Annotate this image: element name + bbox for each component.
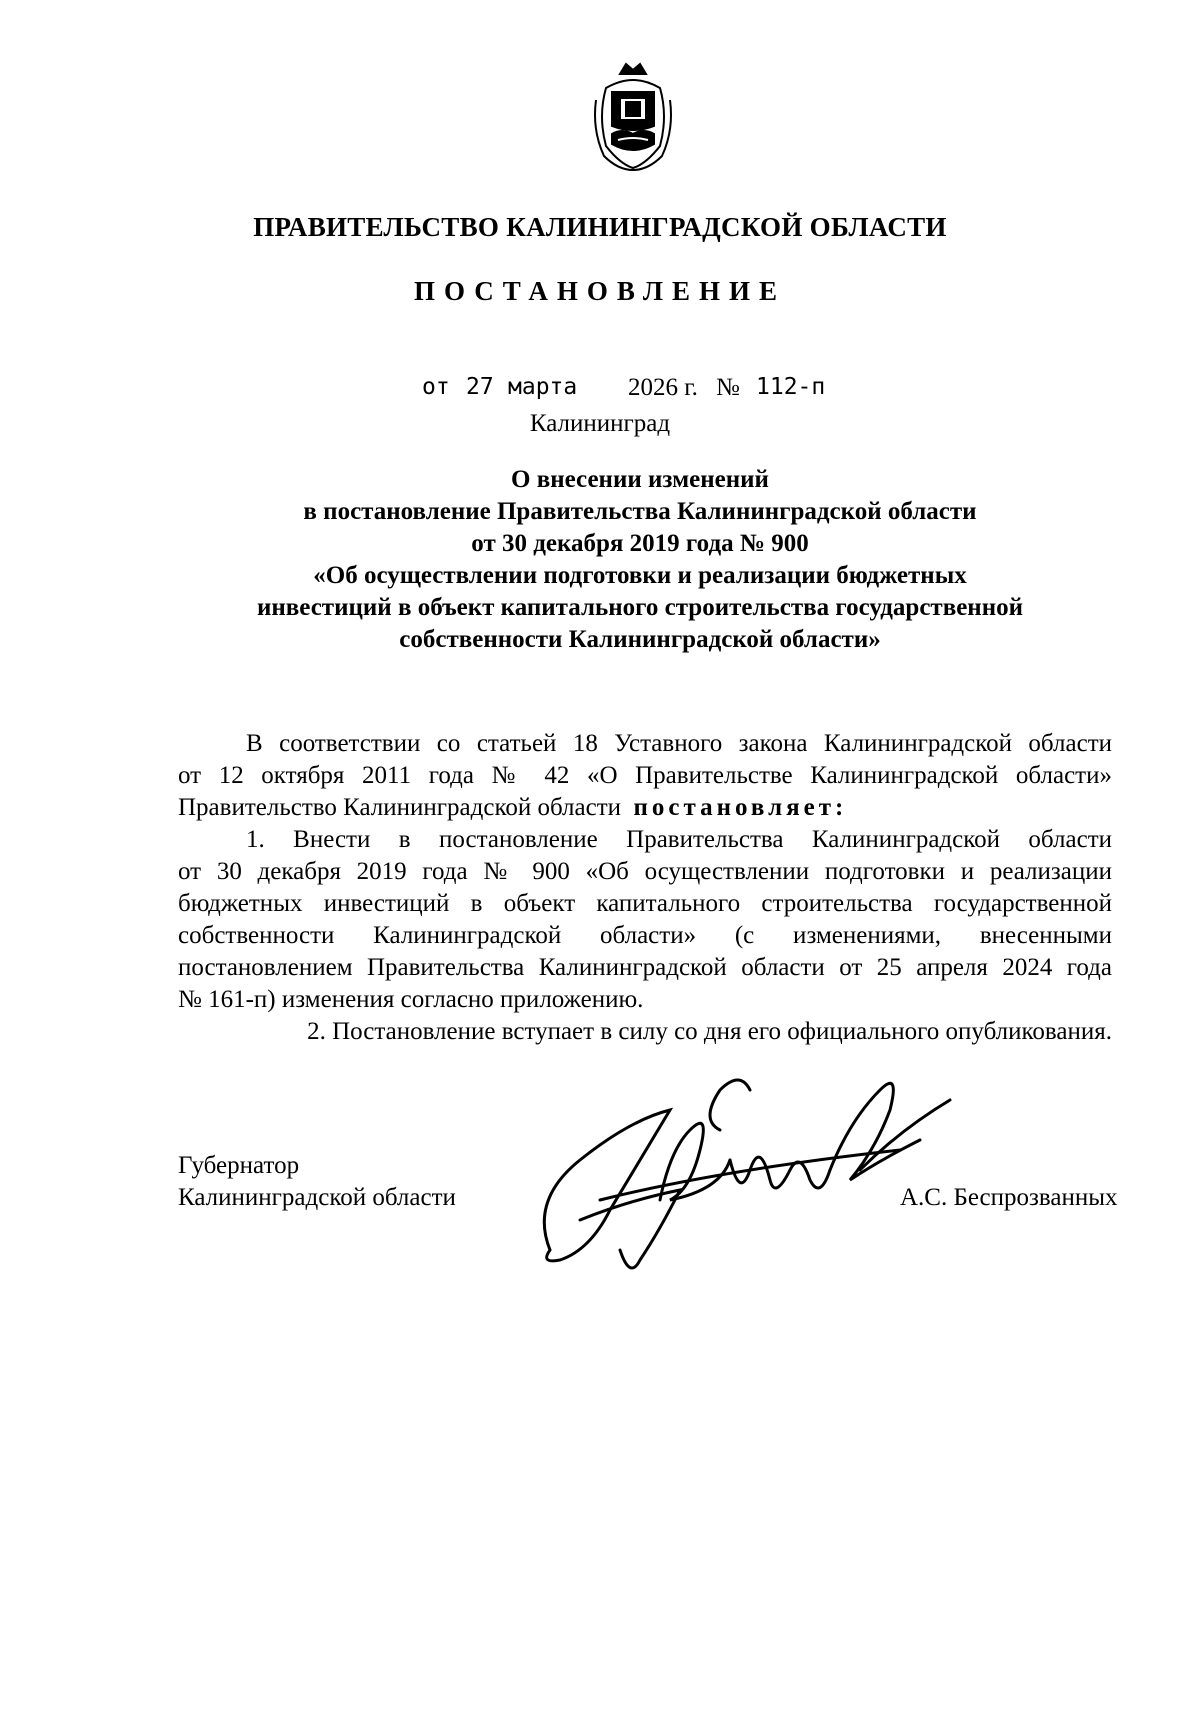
preamble-subject: Правительство Калининградской области: [178, 794, 622, 821]
item-2-line: 2. Постановление вступает в силу со дня его официального опубликования.: [307, 1018, 1112, 1045]
document-city: Калининград: [529, 410, 671, 437]
item-1-line: постановлением Правительства Калининградской области от 25 апреля 2024 года: [178, 954, 1112, 981]
document-type: ПОСТАНОВЛЕНИЕ: [413, 276, 787, 306]
date-prefix: от: [422, 374, 450, 400]
document-body: [178, 728, 1112, 1048]
preamble-line: В соответствии со статьей 18 Уставного закона Калининградской области: [246, 730, 1112, 757]
position-line: Губернатор: [178, 1152, 300, 1179]
heading-line: от 30 декабря 2019 года № 900: [471, 530, 809, 557]
organization-title: ПРАВИТЕЛЬСТВО КАЛИНИНГРАДСКОЙ ОБЛАСТИ: [253, 212, 947, 242]
item-1-line: бюджетных инвестиций в объект капитального строительства государственной: [178, 890, 1112, 917]
item-1-line: № 161-п) изменения согласно приложению.: [178, 986, 644, 1013]
item-1-line: собственности Калининградской области» (с изменениями, внесенными: [178, 922, 1112, 949]
resolves-verb: постановляет:: [633, 794, 848, 821]
signatory-name: А.С. Беспрозванных: [900, 1184, 1118, 1211]
heading-line: «Об осуществлении подготовки и реализации бюджетных: [313, 562, 967, 589]
signatory-position: [178, 1150, 456, 1214]
document-heading: [170, 464, 1110, 656]
number-sign: №: [716, 374, 740, 401]
date-day: 27: [466, 374, 494, 400]
item-1-line: от 30 декабря 2019 года № 900 «Об осуществлении подготовки и реализации: [178, 858, 1112, 885]
document-number: 112-п: [756, 374, 826, 400]
handwritten-signature: [520, 1050, 1000, 1310]
position-line: Калининградской области: [178, 1184, 456, 1211]
kaliningrad-coat-of-arms-icon: [590, 60, 676, 172]
heading-line: в постановление Правительства Калининградской области: [303, 498, 977, 525]
preamble-line: [178, 792, 1112, 824]
date-month: марта: [508, 374, 578, 400]
date-year: 2026 г.: [628, 374, 698, 401]
heading-line: инвестиций в объект капитального строительства государственной: [256, 594, 1024, 621]
heading-line: собственности Калининградской области»: [399, 626, 881, 653]
preamble-line: от 12 октября 2011 года № 42 «О Правительстве Калининградской области»: [178, 762, 1112, 789]
heading-line: О внесении изменений: [511, 466, 769, 493]
item-1-line: 1. Внести в постановление Правительства Калининградской области: [246, 826, 1112, 853]
